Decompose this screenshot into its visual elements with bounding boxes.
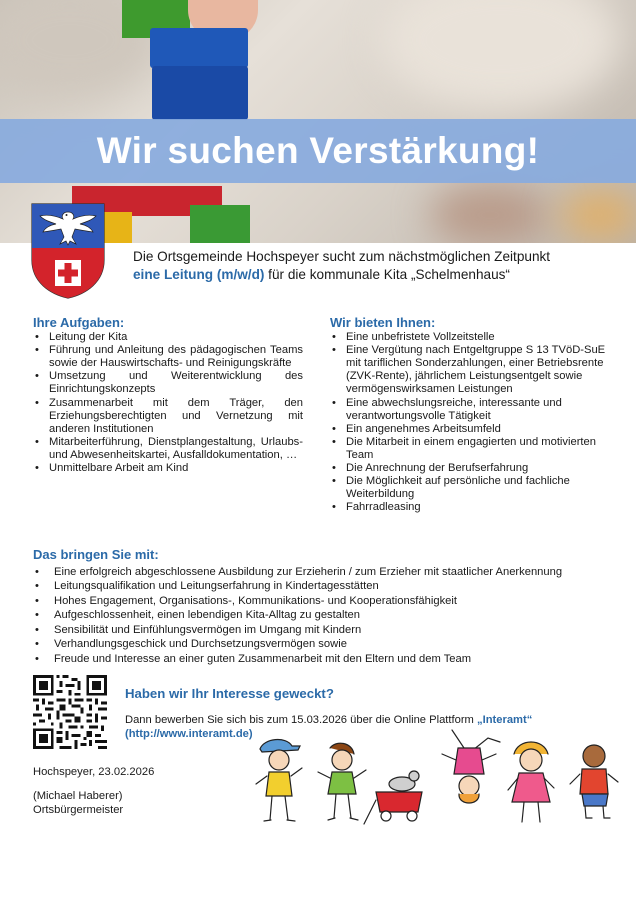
position-title: eine Leitung (m/w/d) — [133, 267, 265, 282]
cta-deadline-text: Dann bewerben Sie sich bis zum 15.03.2026 über die Online Plattform — [125, 714, 477, 726]
list-item: • Die Mitarbeit in einem engagierten und motivierten Team — [330, 436, 612, 462]
requirements-list — [33, 565, 613, 667]
title-banner — [0, 119, 636, 183]
signature-block — [33, 790, 123, 817]
list-item: • Die Möglichkeit auf persönliche und fachliche Weiterbildung — [330, 475, 612, 501]
children-illustration-icon — [252, 724, 622, 836]
intro-position-line — [133, 266, 603, 284]
list-item: • Führung und Anleitung des pädagogischen Teams sowie der Hauswirtschafts- und Reinigungskräfte — [33, 344, 303, 370]
list-item: • Hohes Engagement, Organisations-, Kommunikations- und Kooperationsfähigkeit — [33, 594, 613, 609]
intro-kita: für die kommunale Kita „Schelmenhaus“ — [264, 267, 510, 282]
list-item: • Umsetzung und Weiterentwicklung des Einrichtungskonzepts — [33, 370, 303, 396]
signer-role: Ortsbürgermeister — [33, 803, 124, 816]
intro-text — [133, 248, 603, 284]
platform-link[interactable]: (http://www.interamt.de) — [125, 728, 253, 740]
list-item: • Sensibilität und Einfühlungsvermögen im Umgang mit Kindern — [33, 623, 613, 638]
tasks-heading: Ihre Aufgaben: — [33, 315, 125, 330]
page-title: Wir suchen Verstärkung! — [96, 130, 540, 171]
list-item: • Freude und Interesse an einer guten Zusammenarbeit mit den Eltern und dem Team — [33, 652, 613, 667]
coat-of-arms-icon — [30, 202, 106, 300]
list-item: • Leitungsqualifikation und Leitungserfahrung in Kindertagesstätten — [33, 579, 613, 594]
tasks-list — [33, 331, 303, 475]
list-item: • Eine Vergütung nach Entgeltgruppe S 13 TVöD-SuE mit tariflichen Sonderzahlungen, einer Betriebsrente (ZVK-Rente), jährlichem Leistungsentgelt sowie vermögenswirksamen Leistungen — [330, 344, 612, 396]
list-item: • Leitung der Kita — [33, 331, 303, 344]
offers-list — [330, 331, 612, 514]
list-item: • Ein angenehmes Arbeitsumfeld — [330, 423, 612, 436]
place-date: Hochspeyer, 23.02.2026 — [33, 766, 155, 778]
list-item: • Mitarbeiterführung, Dienstplangestaltung, Urlaubs- und Abwesenheitskartei, Ausfalldokumentation, … — [33, 436, 303, 462]
platform-name: „Interamt“ — [477, 714, 533, 726]
cta-heading: Haben wir Ihr Interesse geweckt? — [125, 686, 334, 701]
list-item: • Eine erfolgreich abgeschlossene Ausbildung zur Erzieherin / zum Erzieher mit staatlicher Anerkennung — [33, 565, 613, 580]
list-item: • Aufgeschlossenheit, einen lebendigen Kita-Alltag zu gestalten — [33, 608, 613, 623]
offers-heading: Wir bieten Ihnen: — [330, 315, 436, 330]
list-item: • Die Anrechnung der Berufserfahrung — [330, 462, 612, 475]
list-item: • Eine unbefristete Vollzeitstelle — [330, 331, 612, 344]
list-item: • Verhandlungsgeschick und Durchsetzungsvermögen sowie — [33, 637, 613, 652]
intro-line: Die Ortsgemeinde Hochspeyer sucht zum nächstmöglichen Zeitpunkt — [133, 249, 551, 264]
requirements-section — [33, 548, 613, 666]
list-item: • Unmittelbare Arbeit am Kind — [33, 462, 303, 475]
tasks-section — [33, 316, 303, 475]
qr-code-icon[interactable] — [33, 675, 107, 749]
list-item: • Zusammenarbeit mit dem Träger, den Erziehungsberechtigten und Vernetzung mit anderen Institutionen — [33, 397, 303, 436]
list-item: • Eine abwechslungsreiche, interessante und verantwortungsvolle Tätigkeit — [330, 397, 612, 423]
offers-section — [330, 316, 612, 514]
signer-name: (Michael Haberer) — [33, 790, 123, 802]
requirements-heading: Das bringen Sie mit: — [33, 547, 159, 562]
list-item: • Fahrradleasing — [330, 501, 612, 514]
